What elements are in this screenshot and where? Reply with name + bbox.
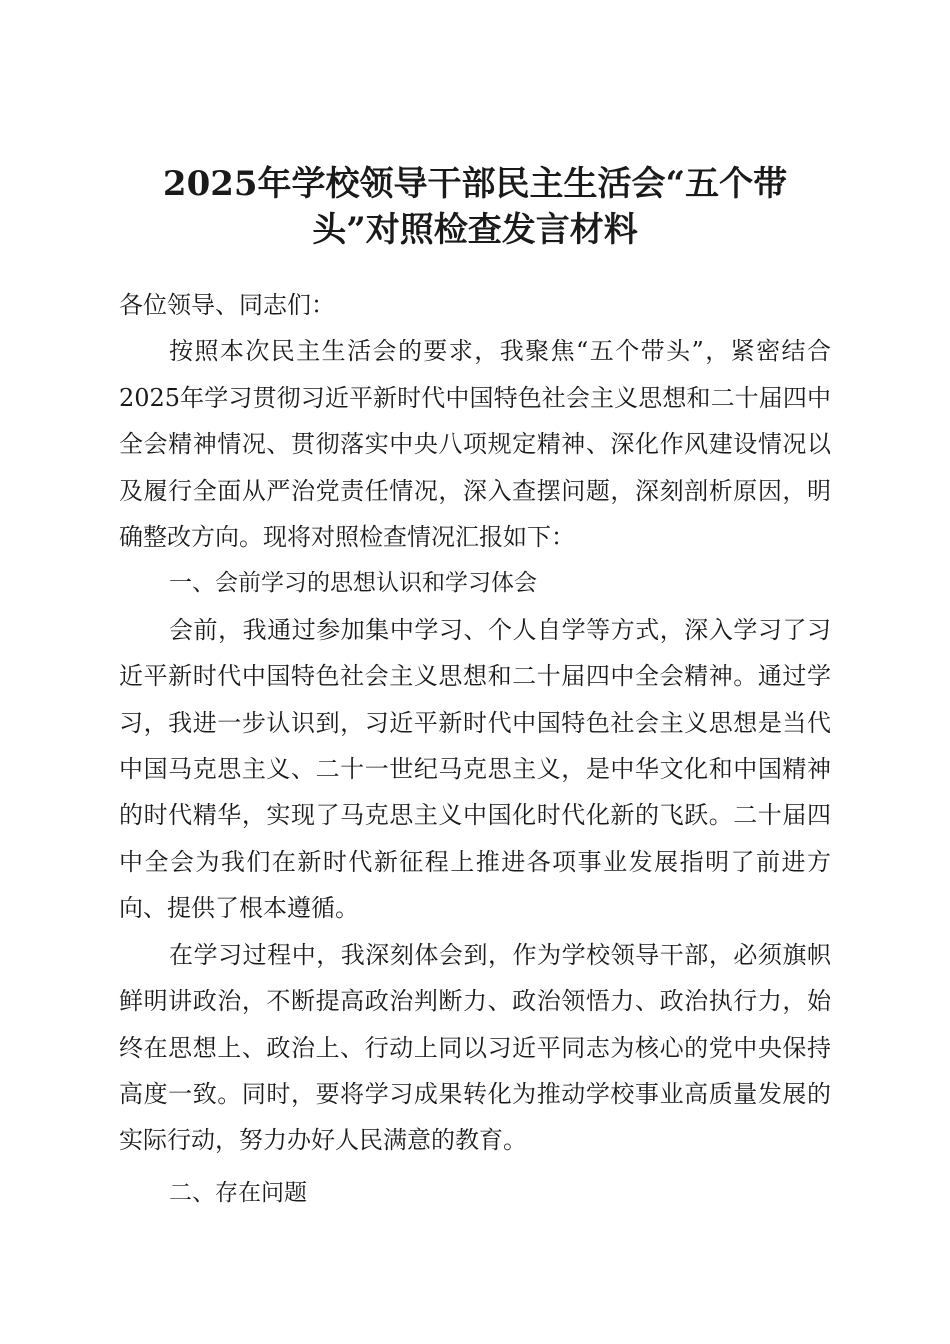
section-1-heading: 一、会前学习的思想认识和学习体会	[169, 570, 537, 597]
title-line-2: 头”对照检查发言材料	[312, 209, 638, 250]
title-line-1: 2025年学校领导干部民主生活会“五个带	[162, 163, 788, 204]
intro-paragraph: 按照本次民主生活会的要求，我聚焦“五个带头”，紧密结合2025年学习贯彻习近平新时代中国特色社会主义思想和二十届四中全会精神情况、贯彻落实中央八项规定精神、深化作风建设情况以及履行全面从严治党责任情况，深入查摆问题，深刻剖析原因，明确整改方向。现将对照检查情况汇报如下：	[119, 337, 831, 552]
document-title	[0, 161, 950, 253]
section-2-heading: 二、存在问题	[169, 1179, 307, 1206]
section-1-paragraph-1: 会前，我通过参加集中学习、个人自学等方式，深入学习了习近平新时代中国特色社会主义思想和二十届四中全会精神。通过学习，我进一步认识到，习近平新时代中国特色社会主义思想是当代中国马克思主义、二十一世纪马克思主义，是中华文化和中国精神的时代精华，实现了马克思主义中国化时代化新的飞跃。二十届四中全会为我们在新时代新征程上推进各项事业发展指明了前进方向、提供了根本遵循。	[119, 615, 831, 923]
salutation: 各位领导、同志们：	[119, 291, 335, 319]
section-1-paragraph-2: 在学习过程中，我深刻体会到，作为学校领导干部，必须旗帜鲜明讲政治，不断提高政治判断力、政治领悟力、政治执行力，始终在思想上、政治上、行动上同以习近平同志为核心的党中央保持高度一致。同时，要将学习成果转化为推动学校事业高质量发展的实际行动，努力办好人民满意的教育。	[119, 940, 831, 1155]
document-body	[119, 282, 831, 1216]
